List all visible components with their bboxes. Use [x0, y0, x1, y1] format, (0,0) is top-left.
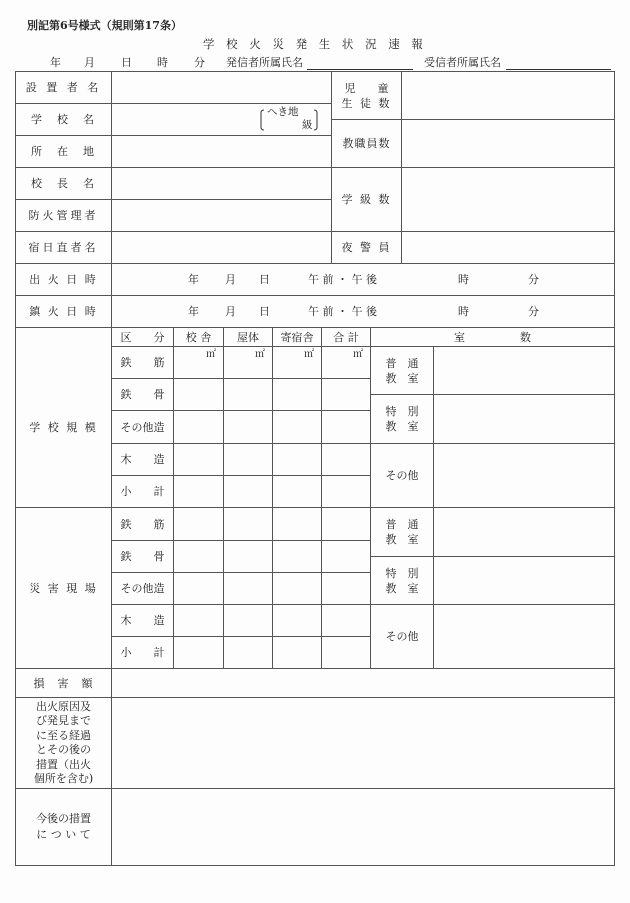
students-field[interactable] [402, 72, 614, 119]
section-school-scale: 学 校 規 模 [29, 420, 98, 434]
label-staff-count: 教職員数 [342, 137, 391, 150]
struct-steel-2: 鉄 骨 [120, 550, 165, 563]
struct-rc-1: 鉄 筋 [120, 356, 165, 369]
label-night-guard: 夜 警 員 [341, 241, 392, 254]
room-regular-1-line1: 普 通 [385, 356, 419, 370]
fire-start-ampm[interactable]: 午 前 ・ 午 後 [308, 273, 377, 286]
location-field[interactable] [112, 136, 331, 167]
label-students-line2: 生 徒 数 [341, 96, 392, 110]
label-school-name: 学 校 名 [31, 113, 96, 126]
future-measures-line-2: に つ い て [36, 828, 91, 841]
header-month: 月 [84, 56, 95, 69]
label-damage-amount: 損 害 額 [33, 676, 94, 690]
struct-rc-2: 鉄 筋 [120, 517, 165, 531]
label-principal: 校 長 名 [31, 177, 96, 190]
unit-school-building: ㎡ [206, 349, 216, 360]
room-special-1 [371, 395, 433, 443]
fire-end-ampm[interactable]: 午 前 ・ 午 後 [308, 305, 377, 318]
room-special-1-line1: 特 別 [385, 405, 419, 418]
remote-area-grade-label: 級 [302, 119, 313, 131]
struct-other-1: その他造 [120, 420, 165, 434]
future-measures-line-1: 今後の措置 [36, 812, 91, 825]
fire-end-hour: 時 [458, 305, 469, 318]
fire-cause-line-6: 個所を含む) [33, 772, 94, 785]
label-fire-start: 出 火 日 時 [29, 273, 98, 286]
form-id: 別記第6号様式（規則第17条） [27, 19, 182, 32]
room-regular-1 [371, 347, 433, 394]
header-room-count: 室 数 [454, 330, 531, 344]
header-dormitory: 寄宿舎 [280, 330, 314, 344]
label-founder: 設 置 者 名 [25, 81, 102, 94]
struct-subtotal-2: 小 計 [120, 646, 165, 659]
room-regular-2-line2: 教 室 [385, 533, 419, 546]
header-gym: 屋体 [237, 330, 259, 344]
label-class-count: 学 級 数 [341, 193, 392, 206]
fire-cause-field[interactable] [112, 698, 614, 788]
label-fire-cause [16, 698, 111, 788]
founder-field[interactable] [112, 72, 331, 103]
header-year: 年 [50, 56, 61, 69]
remote-area-grade-field[interactable] [266, 119, 296, 131]
fire-end-year: 年 [188, 305, 199, 318]
header-hour: 時 [157, 56, 168, 69]
fire-start-year: 年 [188, 273, 199, 286]
room-regular-2 [371, 508, 433, 556]
struct-steel-1: 鉄 骨 [120, 388, 165, 401]
future-measures-field[interactable] [112, 789, 614, 865]
unit-dormitory: ㎡ [304, 349, 314, 360]
label-students-line1: 児 童 [344, 81, 389, 95]
room-regular-2-line1: 普 通 [385, 518, 419, 531]
unit-total: ㎡ [353, 349, 363, 360]
label-fire-end: 鎮 火 日 時 [29, 305, 98, 318]
page-title: 学 校 火 災 発 生 状 況 速 報 [203, 37, 427, 51]
staff-count-field[interactable] [402, 120, 614, 167]
fire-start-day: 日 [259, 273, 270, 286]
unit-gym: ㎡ [255, 349, 265, 360]
fire-end-month: 月 [225, 305, 236, 318]
label-night-duty: 宿日直者名 [28, 241, 99, 254]
fire-cause-line-2: び発見まで [36, 714, 91, 727]
label-students [332, 72, 401, 119]
class-count-field[interactable] [402, 168, 614, 231]
night-duty-field[interactable] [112, 232, 331, 263]
receiver-label: 受信者所属氏名 [424, 56, 501, 69]
struct-subtotal-1: 小 計 [120, 485, 165, 498]
room-other-2-field[interactable] [434, 605, 614, 668]
fire-end-minute: 分 [528, 305, 539, 318]
room-special-1-line2: 教 室 [385, 420, 419, 433]
fire-end-day: 日 [259, 305, 270, 318]
fire-cause-line-3: に至る経過 [36, 728, 91, 742]
damage-amount-field[interactable] [112, 669, 614, 697]
room-other-1-field[interactable] [434, 444, 614, 507]
remote-area-label: へき地 [267, 106, 299, 118]
room-special-2-field[interactable] [434, 557, 614, 604]
room-special-2-line2: 教 室 [385, 581, 419, 595]
header-minute: 分 [194, 56, 205, 69]
label-future-measures [16, 789, 111, 865]
struct-other-2: その他造 [120, 582, 165, 595]
header-school-building: 校 舎 [185, 330, 212, 344]
fire-cause-line-4: とその後の [36, 743, 91, 756]
room-special-2-line1: 特 別 [385, 566, 419, 580]
room-other-2: その他 [385, 630, 419, 643]
fire-cause-line-1: 出火原因及 [36, 699, 91, 713]
fire-start-month: 月 [225, 273, 236, 286]
night-guard-field[interactable] [402, 232, 614, 263]
header-day: 日 [121, 56, 132, 69]
struct-wood-1: 木 造 [120, 453, 165, 466]
room-regular-1-line2: 教 室 [385, 371, 419, 385]
fire-cause-line-5: 措置（出火 [36, 757, 91, 771]
school-name-field[interactable] [112, 104, 260, 135]
fire-start-hour: 時 [458, 273, 469, 286]
sender-label: 発信者所属氏名 [226, 56, 303, 69]
room-regular-2-field[interactable] [434, 508, 614, 556]
label-location: 所 在 地 [31, 145, 96, 158]
room-special-1-field[interactable] [434, 395, 614, 443]
label-fire-manager: 防火管理者 [28, 209, 99, 222]
header-category: 区 分 [120, 330, 165, 344]
header-total: 合 計 [333, 330, 359, 344]
struct-wood-2: 木 造 [120, 614, 165, 627]
fire-manager-field[interactable] [112, 200, 331, 231]
room-other-1: その他 [385, 469, 419, 482]
section-disaster-site: 災 害 現 場 [29, 581, 98, 595]
room-special-2 [371, 557, 433, 604]
room-regular-1-field[interactable] [434, 347, 614, 394]
fire-start-minute: 分 [528, 273, 539, 286]
principal-field[interactable] [112, 168, 331, 199]
